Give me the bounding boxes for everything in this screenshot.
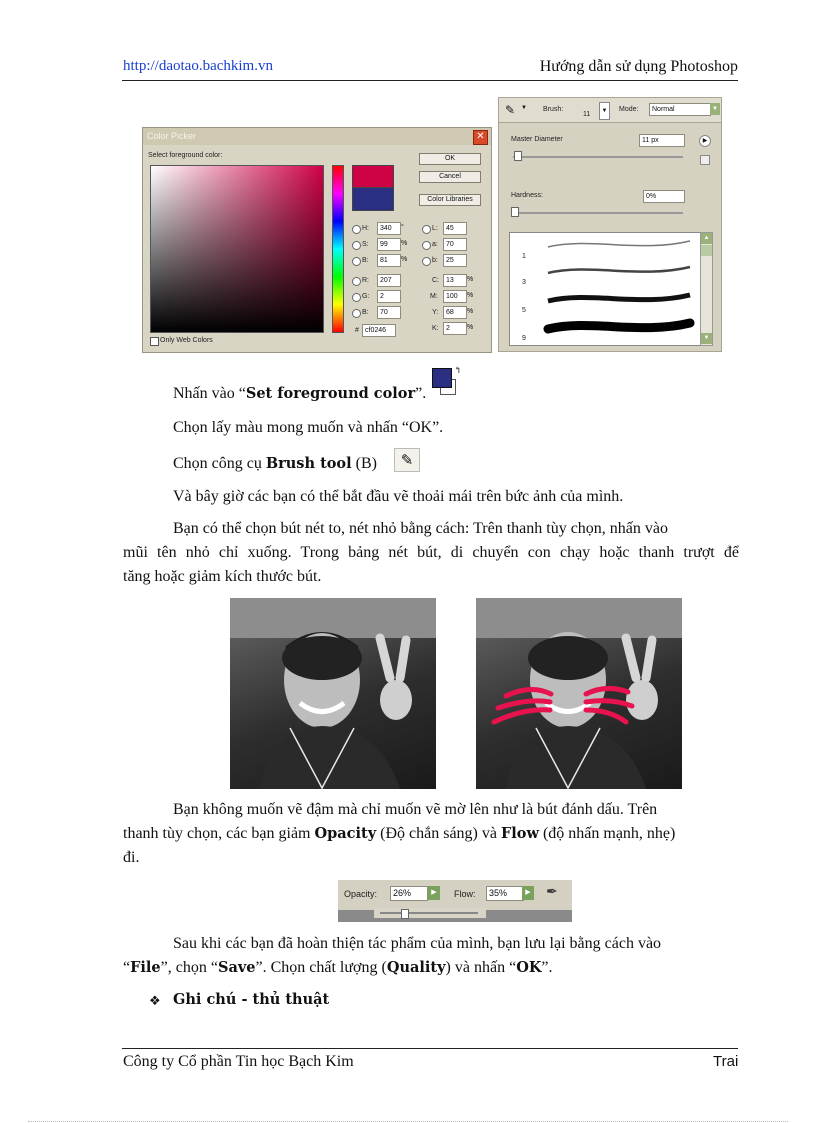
line-set-foreground [173,385,426,403]
color-field[interactable] [150,165,324,333]
current-color-swatch [352,187,394,211]
opacity-slider[interactable] [374,908,486,918]
b-radio[interactable] [352,257,361,266]
k-label: K: [432,325,439,332]
diamond-bullet-icon: ❖ [149,994,161,1009]
r-radio[interactable] [352,277,361,286]
header-title: Hướng dẫn sử dụng Photoshop [539,58,738,75]
y-field[interactable]: 68 [443,306,467,319]
para3-save: Save [217,959,256,976]
foreground-color-icon: ↰ [430,366,464,400]
a-label: a: [432,241,438,248]
photo-before [230,598,436,789]
brush-preset-list [509,232,701,346]
mode-dropdown-icon[interactable]: ▼ [710,103,720,115]
hardness-field[interactable]: 0% [643,190,685,203]
opacity-slider-track[interactable] [380,912,478,914]
lab-b-label: b: [432,257,438,264]
m-unit: % [467,292,474,299]
stroke-preset-5[interactable] [548,295,690,301]
s-label: S: [362,241,369,248]
preset-scrollbar[interactable] [700,232,713,346]
hardness-slider-track[interactable] [513,212,683,214]
hardness-label: Hardness: [511,192,543,199]
brush-icon[interactable]: ✎ [505,103,516,117]
opacity-slider-thumb[interactable] [401,909,409,919]
h-radio[interactable] [352,225,361,234]
b-field[interactable]: 81 [377,254,401,267]
brush-picker-dropdown-icon[interactable]: ▼ [599,102,610,120]
c-field[interactable]: 13 [443,274,467,287]
para2-opacity: Opacity [314,825,377,842]
line1-text: Nhấn vào “ [173,385,246,402]
line1-bold: Set foreground color [245,385,416,402]
opacity-field[interactable]: 26% [390,886,428,901]
hex-field[interactable]: cf0246 [362,324,396,337]
flow-field[interactable]: 35% [486,886,524,901]
para2-line2 [123,825,739,843]
para1-line1: Bạn có thể chọn bút nét to, nét nhỏ bằng cách: Trên thanh tùy chọn, nhấn vào [173,520,669,537]
l-label: L: [432,225,438,232]
b-unit: % [401,256,408,263]
para1-line3: tăng hoặc giảm kích thước bút. [123,568,322,585]
r-label: R: [362,277,369,284]
portrait-before [230,598,436,789]
diameter-slider-track[interactable] [513,156,683,158]
preset-size-3: 3 [522,279,526,286]
note-heading [173,991,329,1009]
para2-line3: đi. [123,849,140,866]
para3-file: File [130,959,161,976]
flow-label: Flow: [454,889,476,899]
stroke-preset-9[interactable] [548,323,690,329]
para2-text-a: thanh tùy chọn, các bạn giảm [123,825,315,842]
lab-b-radio[interactable] [422,257,431,266]
l-field[interactable]: 45 [443,222,467,235]
lab-b-field[interactable]: 25 [443,254,467,267]
opacity-label: Opacity: [344,889,378,899]
h-label: H: [362,225,369,232]
a-radio[interactable] [422,241,431,250]
flow-arrow-icon[interactable]: ▶ [522,886,534,900]
brush-tool-dropdown-icon[interactable]: ▼ [521,105,527,111]
header-link[interactable]: http://daotao.bachkim.vn [123,58,273,74]
g-label: G: [362,293,370,300]
a-field[interactable]: 70 [443,238,467,251]
select-color-label: Select foreground color: [148,152,223,159]
preset-size-5: 5 [522,307,526,314]
para3-mid1: ”, chọn “ [160,959,218,976]
diameter-field[interactable]: 11 px [639,134,685,147]
h-field[interactable]: 340 [377,222,401,235]
m-field[interactable]: 100 [443,290,467,303]
c-unit: % [467,276,474,283]
r-field[interactable]: 207 [377,274,401,287]
brush-panel [498,97,722,352]
ok-button[interactable]: OK [419,153,481,165]
portrait-after [476,598,682,789]
brush-size: 11 [583,111,591,118]
page-bottom-border [28,1121,788,1122]
para3-line1: Sau khi các bạn đã hoàn thiện tác phẩm của mình, bạn lưu lại bằng cách vào [173,935,662,952]
cancel-button[interactable]: Cancel [419,171,481,183]
new-color-swatch [352,165,394,189]
g-radio[interactable] [352,293,361,302]
para3-mid3: ) và nhấn “ [445,959,517,976]
diameter-slider-thumb[interactable] [514,151,522,161]
header-rule [122,80,738,81]
hardness-slider-thumb[interactable] [511,207,519,217]
stroke-preset-3[interactable] [548,267,690,273]
y-label: Y: [432,309,439,316]
line3-text: Chọn công cụ [173,455,266,472]
scroll-up-icon[interactable]: ▲ [701,233,712,244]
para3-mid2: ”. Chọn chất lượng ( [255,959,387,976]
close-icon[interactable]: ✕ [473,130,488,145]
note-heading-text: Ghi chú - thủ thuật [173,991,330,1008]
opacity-arrow-icon[interactable]: ▶ [428,886,440,900]
g-field[interactable]: 2 [377,290,401,303]
scroll-thumb[interactable] [701,245,712,256]
para3-quote: “ [123,959,131,976]
panel-menu-icon[interactable]: ▶ [699,135,711,147]
k-field[interactable]: 2 [443,322,467,335]
mode-label: Mode: [619,106,639,113]
para1-line2: mũi tên nhỏ chỉ xuống. Trong bảng nét bút, di chuyển con chạy hoặc thanh trượt để [123,544,739,561]
s-unit: % [401,240,408,247]
scroll-down-icon[interactable]: ▼ [701,333,712,344]
l-radio[interactable] [422,225,431,234]
brush-tool-icon: ✎ [394,448,420,472]
hue-slider[interactable] [332,165,344,333]
preset-size-9: 9 [522,335,526,342]
para2-flow: Flow [500,825,539,842]
para2-text-c: (độ nhấn mạnh, nhẹ) [538,825,676,842]
line-start-drawing: Và bây giờ các bạn có thể bắt đầu vẽ thoải mái trên bức ảnh của mình. [173,488,624,505]
airbrush-icon[interactable]: ✒ [546,883,558,899]
s-radio[interactable] [352,241,361,250]
para3-ok: OK [516,959,542,976]
c-label: C: [432,277,439,284]
para3-end: ”. [541,959,553,976]
master-diameter-label: Master Diameter [511,136,563,143]
k-unit: % [467,324,474,331]
para2-text-b: (Độ chắn sáng) và [376,825,501,842]
y-unit: % [467,308,474,315]
blue-label: B: [362,309,369,316]
b-label: B: [362,257,369,264]
line1-end: ”. [415,385,427,402]
line3-bold: Brush tool [265,455,352,472]
only-web-colors-label: Only Web Colors [160,337,213,344]
footer-page: Trai [713,1053,739,1070]
hex-label: # [355,327,359,334]
mode-select[interactable]: Normal [649,103,711,116]
blue-field[interactable]: 70 [377,306,401,319]
dialog-titlebar [143,128,491,145]
s-field[interactable]: 99 [377,238,401,251]
line-brush-tool [173,455,377,473]
options-bar [338,880,572,922]
para3-line2 [123,959,553,977]
stroke-preset-1[interactable] [548,241,690,247]
preset-size-1: 1 [522,253,526,260]
brush-strokes [540,233,698,345]
color-picker-dialog [142,127,492,353]
footer-company: Công ty Cổ phần Tin học Bạch Kim [123,1053,354,1070]
photo-after [476,598,682,789]
m-label: M: [430,293,438,300]
h-unit: ° [401,224,404,231]
line-choose-color: Chọn lấy màu mong muốn và nhấn “OK”. [173,419,444,436]
dialog-title: Color Picker [147,131,197,141]
para2-line1: Bạn không muốn vẽ đậm mà chỉ muốn vẽ mờ lên như là bút đánh dấu. Trên [173,801,658,818]
only-web-colors-checkbox[interactable] [150,337,159,346]
para3-quality: Quality [386,959,446,976]
blue-radio[interactable] [352,309,361,318]
color-libraries-button[interactable]: Color Libraries [419,194,481,206]
save-preset-icon[interactable] [700,155,710,165]
footer-rule [122,1048,738,1049]
line3-shortcut: (B) [351,455,377,472]
brush-label: Brush: [543,106,564,113]
